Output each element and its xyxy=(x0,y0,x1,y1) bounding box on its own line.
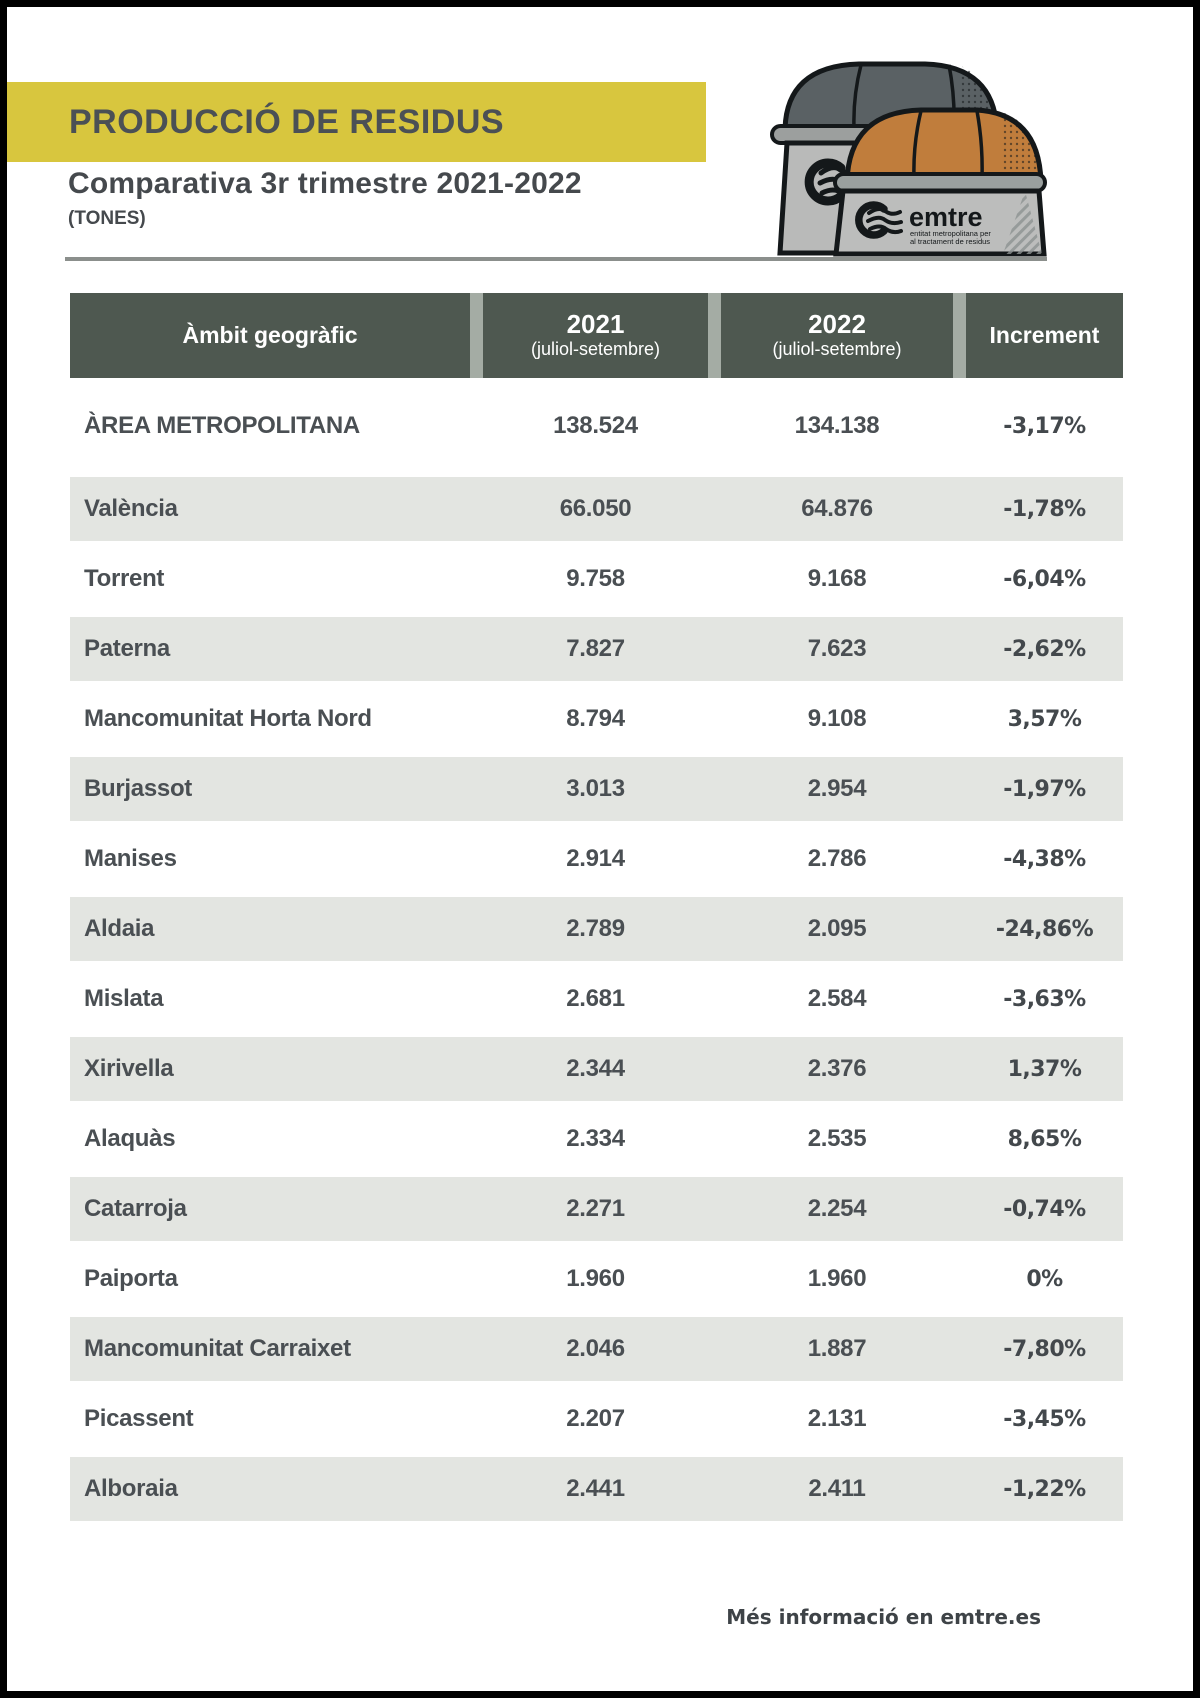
cell-2021: 2.681 xyxy=(566,985,625,1012)
cell-area: Aldaia xyxy=(84,915,155,942)
header-2022-label: 2022 xyxy=(808,309,866,340)
cell-increment: 0% xyxy=(1026,1266,1063,1292)
cell-2021: 2.207 xyxy=(566,1405,625,1432)
unit-note: (TONES) xyxy=(68,208,146,229)
cell-2022: 2.254 xyxy=(807,1195,867,1222)
cell-increment: -0,74% xyxy=(1003,1196,1086,1222)
emtre-tagline-1: entitat metropolitana per xyxy=(910,229,991,238)
cell-area: Mislata xyxy=(84,985,164,1012)
cell-2021: 8.794 xyxy=(566,705,625,732)
emtre-tagline-2: al tractament de residus xyxy=(910,237,991,246)
cell-area: Picassent xyxy=(84,1405,194,1432)
header-increment-label: Increment xyxy=(989,321,1100,348)
cell-2021: 2.046 xyxy=(566,1335,625,1362)
cell-2021: 2.789 xyxy=(566,915,625,942)
cell-2022: 134.138 xyxy=(794,412,880,439)
emtre-bins-illustration xyxy=(763,52,1047,258)
cell-2022: 2.535 xyxy=(807,1125,867,1152)
cell-area: Catarroja xyxy=(84,1195,187,1222)
cell-increment: -1,78% xyxy=(1003,496,1086,522)
cell-2021: 2.914 xyxy=(566,845,625,872)
cell-area: ÀREA METROPOLITANA xyxy=(84,412,360,439)
cell-increment: -2,62% xyxy=(1003,636,1086,662)
table-row xyxy=(70,1104,1123,1174)
cell-2022: 2.131 xyxy=(807,1405,867,1432)
page-title: PRODUCCIÓ DE RESIDUS xyxy=(69,102,505,141)
cell-2021: 7.827 xyxy=(566,635,625,662)
cell-area: Torrent xyxy=(84,565,165,592)
cell-2021: 3.013 xyxy=(566,775,625,802)
table-row xyxy=(70,544,1123,614)
table-row xyxy=(70,1034,1123,1104)
header-separator xyxy=(708,293,721,378)
cell-2022: 2.786 xyxy=(807,845,867,872)
table-row xyxy=(70,1314,1123,1384)
table-header-row xyxy=(70,293,1123,378)
cell-increment: -3,63% xyxy=(1003,986,1086,1012)
table-row xyxy=(70,378,1123,474)
cell-2021: 138.524 xyxy=(553,412,638,439)
cell-area: Xirivella xyxy=(84,1055,174,1082)
table-row xyxy=(70,1384,1123,1454)
cell-area: Mancomunitat Horta Nord xyxy=(84,705,372,732)
cell-2021: 9.758 xyxy=(566,565,625,592)
table-row xyxy=(70,754,1123,824)
front-bin-icon xyxy=(835,110,1045,254)
cell-area: Manises xyxy=(84,845,177,872)
cell-area: Alaquàs xyxy=(84,1125,176,1152)
footer-note: Més informació en emtre.es xyxy=(726,1605,1041,1629)
cell-2022: 2.376 xyxy=(807,1055,867,1082)
cell-area: Alboraia xyxy=(84,1475,178,1502)
header-cell-2022 xyxy=(721,293,953,378)
cell-increment: 3,57% xyxy=(1007,706,1082,732)
cell-increment: -1,97% xyxy=(1003,776,1086,802)
cell-increment: 1,37% xyxy=(1007,1056,1082,1082)
cell-area: Mancomunitat Carraixet xyxy=(84,1335,351,1362)
cell-increment: -3,17% xyxy=(1003,413,1086,439)
cell-increment: 8,65% xyxy=(1007,1126,1082,1152)
cell-2022: 2.954 xyxy=(807,775,867,802)
header-2022-sublabel: (juliol-setembre) xyxy=(772,339,902,359)
cell-area: Paterna xyxy=(84,635,170,662)
waste-production-table xyxy=(70,293,1123,1524)
table-row xyxy=(70,1244,1123,1314)
cell-2021: 2.334 xyxy=(566,1125,625,1152)
header-separator xyxy=(470,293,483,378)
emtre-brand-text: emtre xyxy=(909,202,983,232)
cell-2021: 2.271 xyxy=(566,1195,625,1222)
cell-increment: -24,86% xyxy=(995,916,1094,942)
page-subtitle: Comparativa 3r trimestre 2021-2022 xyxy=(68,167,582,200)
cell-increment: -6,04% xyxy=(1003,566,1086,592)
table-row xyxy=(70,824,1123,894)
cell-increment: -3,45% xyxy=(1003,1406,1086,1432)
cell-2022: 64.876 xyxy=(801,495,873,522)
cell-increment: -7,80% xyxy=(1003,1336,1086,1362)
table-body xyxy=(70,378,1123,1524)
cell-2022: 9.108 xyxy=(807,705,867,732)
header-2021-label: 2021 xyxy=(566,309,625,340)
cell-2022: 2.095 xyxy=(807,915,867,942)
cell-increment: -4,38% xyxy=(1003,846,1086,872)
table-row xyxy=(70,894,1123,964)
header-cell-increment xyxy=(966,293,1123,378)
cell-area: Burjassot xyxy=(84,775,192,802)
header-area-label: Àmbit geogràfic xyxy=(182,321,358,348)
header-separator xyxy=(953,293,966,378)
table-row xyxy=(70,684,1123,754)
cell-2022: 7.623 xyxy=(807,635,867,662)
cell-2022: 1.887 xyxy=(807,1335,867,1362)
cell-2021: 1.960 xyxy=(566,1265,625,1292)
cell-2022: 9.168 xyxy=(807,565,867,592)
cell-2021: 2.441 xyxy=(566,1475,625,1502)
cell-increment: -1,22% xyxy=(1003,1476,1086,1502)
cell-2022: 1.960 xyxy=(807,1265,867,1292)
cell-2021: 66.050 xyxy=(559,495,632,522)
table-row xyxy=(70,614,1123,684)
cell-2022: 2.584 xyxy=(807,985,867,1012)
cell-area: València xyxy=(84,495,178,522)
header-cell-2021 xyxy=(483,293,708,378)
cell-area: Paiporta xyxy=(84,1265,178,1292)
table-row xyxy=(70,964,1123,1034)
cell-2021: 2.344 xyxy=(566,1055,625,1082)
header-cell-area xyxy=(70,293,470,378)
header-2021-sublabel: (juliol-setembre) xyxy=(530,339,661,359)
table-row xyxy=(70,1454,1123,1524)
table-row xyxy=(70,1174,1123,1244)
table-row xyxy=(70,474,1123,544)
cell-2022: 2.411 xyxy=(808,1475,866,1502)
title-banner xyxy=(7,82,706,162)
